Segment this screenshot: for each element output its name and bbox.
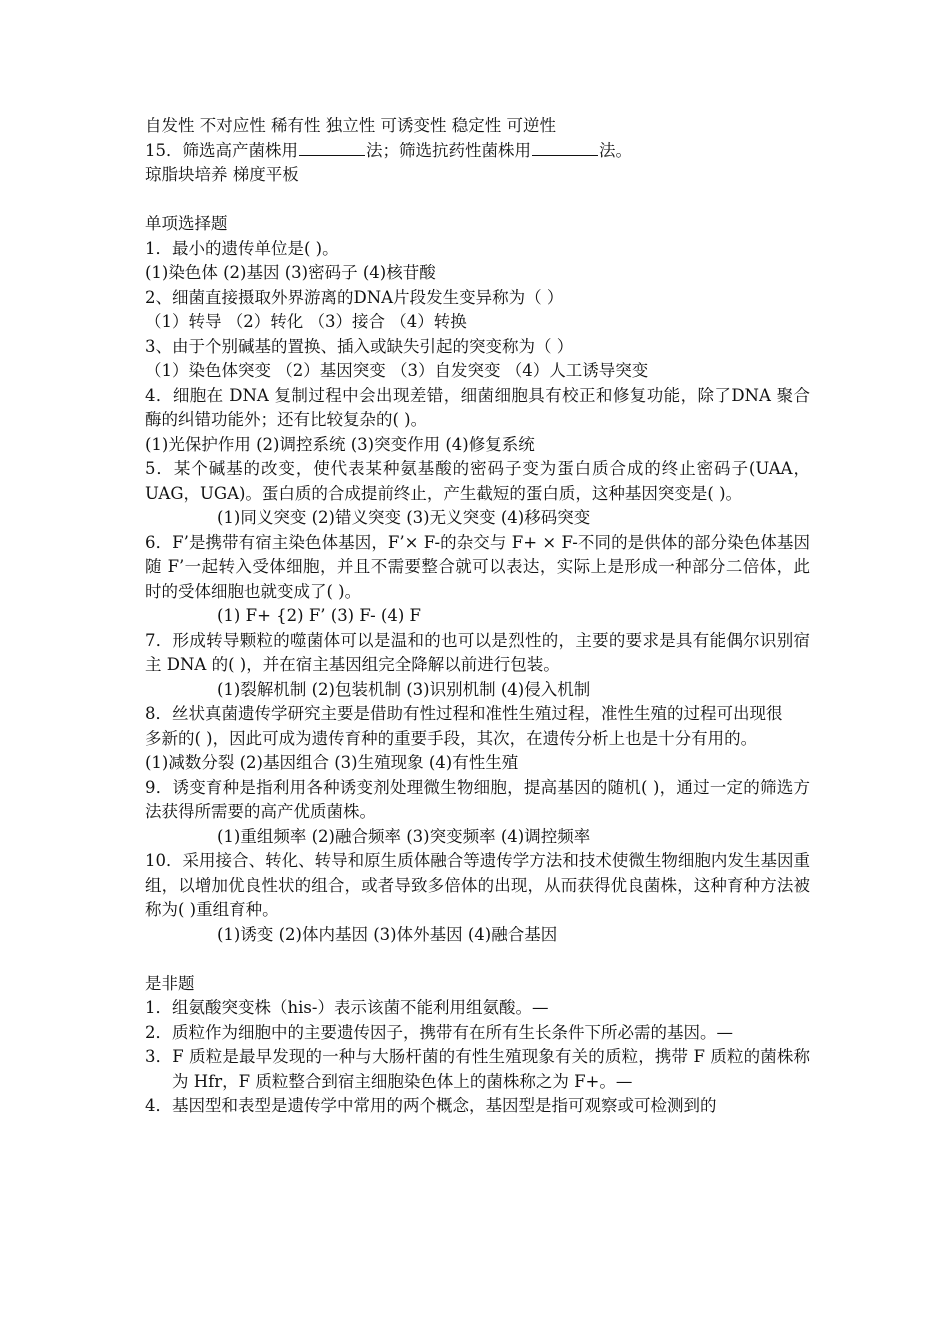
sc6-stem: 6．F’是携带有宿主染色体基因，F’× F-的杂交与 F+ × F-不同的是供体的部分染色体基因随 F’一起转入受体细胞，并且不需要整合就可以表达，实际上是形成一种部分二倍体，此时的受体细胞也就变成了( )。 — [145, 532, 810, 601]
question-15 — [145, 139, 810, 164]
sc5-stem: 5．某个碱基的改变，使代表某种氨基酸的密码子变为蛋白质合成的终止密码子(UAA，UAG，UGA)。蛋白质的合成提前终止，产生截短的蛋白质，这种基因突变是( )。 — [145, 459, 810, 503]
sc10-options: (1)诱变 (2)体内基因 (3)体外基因 (4)融合基因 — [217, 924, 558, 944]
question-15-part2: 法；筛选抗药性菌株用 — [366, 140, 531, 160]
sc8-stem-continued: 多新的( )，因此可成为遗传育种的重要手段，其次，在遗传分析上也是十分有用的。 — [145, 728, 758, 748]
mutation-properties-line: 自发性 不对应性 稀有性 独立性 可诱变性 稳定性 可逆性 — [145, 116, 556, 135]
sc4-stem: 4．细胞在 DNA 复制过程中会出现差错，细菌细胞具有校正和修复功能，除了DNA 聚合酶的纠错功能外；还有比较复杂的( )。 — [145, 385, 810, 429]
sc8-options: (1)减数分裂 (2)基因组合 (3)生殖现象 (4)有性生殖 — [145, 753, 519, 772]
sc3-options: （1）染色体突变 （2）基因突变 （3）自发突变 （4）人工诱导突变 — [145, 361, 649, 380]
tf-item-4: 4．基因型和表型是遗传学中常用的两个概念，基因型是指可观察或可检测到的 — [145, 1096, 717, 1115]
spacer — [145, 188, 810, 213]
answer-blank — [299, 139, 365, 156]
answer-blank — [532, 139, 598, 156]
sc1-stem: 1．最小的遗传单位是( )。 — [145, 238, 339, 258]
sc3-stem: 3、由于个别碱基的置换、插入或缺失引起的突变称为（ ） — [145, 336, 574, 356]
question-15-part3: 法。 — [599, 140, 632, 160]
sc9-options: (1)重组频率 (2)融合频率 (3)突变频率 (4)调控频率 — [217, 826, 591, 846]
sc2-options: （1）转导 （2）转化 （3）接合 （4）转换 — [145, 312, 467, 331]
spacer — [145, 947, 810, 972]
sc5-options: (1)同义突变 (2)错义突变 (3)无义突变 (4)移码突变 — [217, 508, 591, 527]
sc9-stem: 9．诱变育种是指利用各种诱变剂处理微生物细胞，提高基因的随机( )，通过一定的筛选方法获得所需要的高产优质菌株。 — [145, 777, 810, 821]
sc8-stem: 8．丝状真菌遗传学研究主要是借助有性过程和准性生殖过程，准性生殖的过程可出现很 — [145, 704, 783, 723]
sc2-stem: 2、细菌直接摄取外界游离的DNA片段发生变异称为（ ） — [145, 287, 564, 307]
tf-item-1: 1．组氨酸突变株（his-）表示该菌不能利用组氨酸。— — [145, 998, 549, 1017]
question-15-answer: 琼脂块培养 梯度平板 — [145, 165, 299, 184]
question-15-part1: 15．筛选高产菌株用 — [145, 140, 298, 160]
section-heading-single-choice: 单项选择题 — [145, 214, 228, 233]
sc6-options: (1) F+ {2) F’ (3) F- (4) F — [217, 606, 421, 625]
sc7-stem: 7．形成转导颗粒的噬菌体可以是温和的也可以是烈性的，主要的要求是具有能偶尔识别宿主 DNA 的( )，并在宿主基因组完全降解以前进行包装。 — [145, 630, 810, 674]
sc10-stem: 10．采用接合、转化、转导和原生质体融合等遗传学方法和技术使微生物细胞内发生基因重组，以增加优良性状的组合，或者导致多倍体的出现，从而获得优良菌株，这种育种方法被称为( )重组育种。 — [145, 851, 810, 919]
sc7-options: (1)裂解机制 (2)包装机制 (3)识别机制 (4)侵入机制 — [217, 679, 591, 699]
section-heading-true-false: 是非题 — [145, 973, 195, 993]
document-page — [145, 114, 810, 1119]
tf-item-3: 3．F 质粒是最早发现的一种与大肠杆菌的有性生殖现象有关的质粒，携带 F 质粒的菌株称为 Hfr，F 质粒整合到宿主细胞染色体上的菌株称之为 F+。— — [145, 1047, 810, 1091]
sc1-options: (1)染色体 (2)基因 (3)密码子 (4)核苷酸 — [145, 263, 436, 282]
tf-item-2: 2．质粒作为细胞中的主要遗传因子，携带有在所有生长条件下所必需的基因。— — [145, 1022, 733, 1042]
sc4-options: (1)光保护作用 (2)调控系统 (3)突变作用 (4)修复系统 — [145, 434, 535, 454]
